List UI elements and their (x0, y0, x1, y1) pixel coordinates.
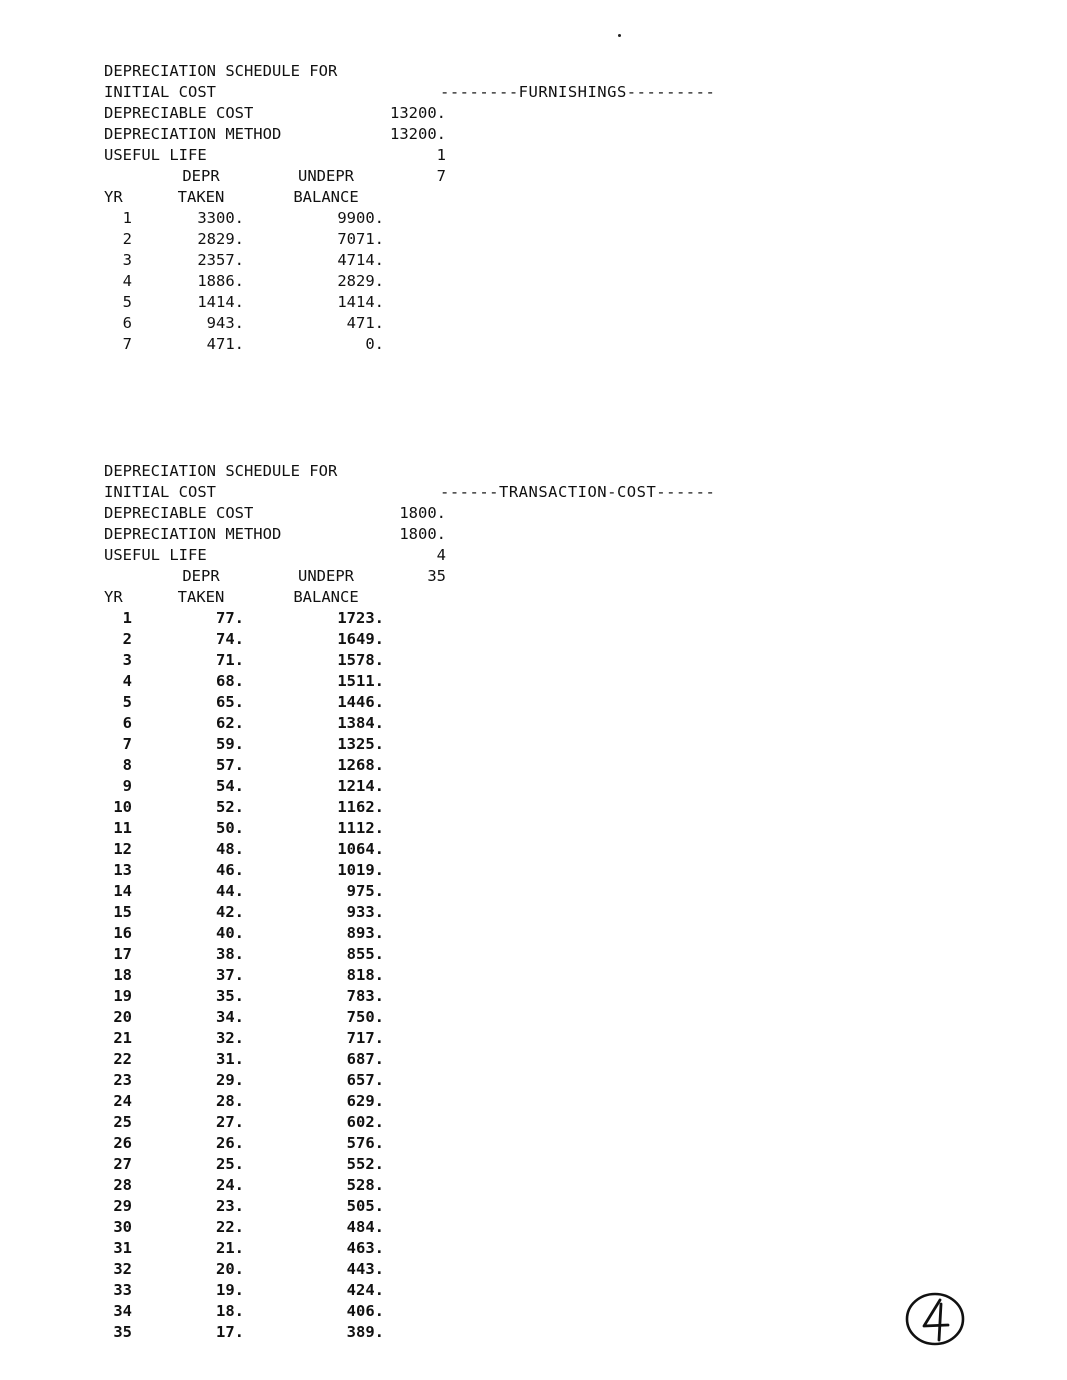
schedule-title-prefix: DEPRECIATION SCHEDULE FOR (104, 462, 338, 480)
undepr-balance-cell: 471. (346, 314, 384, 332)
undepr-balance-cell: 602. (346, 1113, 384, 1131)
depr-taken-cell: 38. (216, 945, 244, 963)
year-cell: 20 (113, 1008, 132, 1026)
year-cell: 33 (113, 1281, 132, 1299)
useful-life-value: 35 (427, 567, 446, 585)
depr-taken-cell: 44. (216, 882, 244, 900)
undepr-balance-cell: 1511. (337, 672, 384, 690)
taken-header: TAKEN (177, 588, 225, 606)
table-row (104, 944, 824, 965)
table-row (104, 965, 824, 986)
table-row (104, 1070, 824, 1091)
depr-taken-cell: 26. (216, 1134, 244, 1152)
undepr-balance-cell: 818. (346, 966, 384, 984)
year-cell: 21 (113, 1029, 132, 1047)
depr-taken-cell: 18. (216, 1302, 244, 1320)
depr-taken-cell: 2829. (197, 230, 244, 248)
depr-taken-cell: 48. (216, 840, 244, 858)
initial-cost-value: 1800. (399, 504, 446, 522)
depr-taken-cell: 74. (216, 630, 244, 648)
year-cell: 35 (113, 1323, 132, 1341)
year-cell: 5 (122, 693, 132, 711)
depr-taken-cell: 29. (216, 1071, 244, 1089)
depr-taken-cell: 471. (206, 335, 244, 353)
table-row (104, 713, 824, 734)
undepr-balance-cell: 855. (346, 945, 384, 963)
depreciation-method-label: DEPRECIATION METHOD (104, 525, 282, 543)
year-cell: 7 (122, 335, 132, 353)
undepr-balance-cell: 424. (346, 1281, 384, 1299)
yr-header: YR (104, 588, 123, 606)
table-row (104, 1322, 824, 1343)
depr-taken-cell: 37. (216, 966, 244, 984)
schedule-rows (104, 608, 824, 1343)
undepr-balance-cell: 1414. (337, 293, 384, 311)
table-row (104, 671, 824, 692)
year-cell: 19 (113, 987, 132, 1005)
undepr-balance-cell: 975. (346, 882, 384, 900)
depr-taken-cell: 57. (216, 756, 244, 774)
depr-taken-cell: 23. (216, 1197, 244, 1215)
schedule-asset-name: --------FURNISHINGS--------- (440, 83, 716, 101)
year-cell: 1 (122, 209, 132, 227)
undepr-balance-cell: 552. (346, 1155, 384, 1173)
year-cell: 10 (113, 798, 132, 816)
useful-life-label: USEFUL LIFE (104, 546, 207, 564)
undepr-balance-cell: 893. (346, 924, 384, 942)
undepr-header: UNDEPR (298, 167, 354, 185)
depr-taken-cell: 20. (216, 1260, 244, 1278)
year-cell: 4 (122, 672, 132, 690)
undepr-balance-cell: 1064. (337, 840, 384, 858)
depr-taken-cell: 1886. (197, 272, 244, 290)
depr-taken-cell: 59. (216, 735, 244, 753)
table-row (104, 1049, 824, 1070)
table-row (104, 208, 824, 229)
year-cell: 13 (113, 861, 132, 879)
table-row (104, 839, 824, 860)
year-cell: 9 (122, 777, 132, 795)
table-row (104, 1112, 824, 1133)
schedule-title-prefix: DEPRECIATION SCHEDULE FOR (104, 62, 338, 80)
undepr-balance-cell: 750. (346, 1008, 384, 1026)
year-cell: 12 (113, 840, 132, 858)
depr-taken-cell: 77. (216, 609, 244, 627)
circled-number-icon (904, 1290, 966, 1348)
speck-mark (618, 34, 621, 37)
table-header-top (104, 166, 824, 187)
undepr-balance-cell: 629. (346, 1092, 384, 1110)
table-row (104, 776, 824, 797)
year-cell: 28 (113, 1176, 132, 1194)
initial-cost-value: 13200. (390, 104, 446, 122)
depreciable-cost-label: DEPRECIABLE COST (104, 104, 254, 122)
depr-taken-cell: 62. (216, 714, 244, 732)
table-row (104, 334, 824, 355)
useful-life-label: USEFUL LIFE (104, 146, 207, 164)
depr-taken-cell: 22. (216, 1218, 244, 1236)
undepr-balance-cell: 1019. (337, 861, 384, 879)
year-cell: 3 (122, 251, 132, 269)
year-cell: 29 (113, 1197, 132, 1215)
undepr-balance-cell: 783. (346, 987, 384, 1005)
depr-taken-cell: 35. (216, 987, 244, 1005)
depr-taken-cell: 65. (216, 693, 244, 711)
table-header-top (104, 566, 824, 587)
year-cell: 17 (113, 945, 132, 963)
table-row (104, 692, 824, 713)
undepr-balance-cell: 1578. (337, 651, 384, 669)
depr-taken-cell: 17. (216, 1323, 244, 1341)
table-header-bottom (104, 587, 824, 608)
depr-taken-cell: 54. (216, 777, 244, 795)
table-row (104, 1175, 824, 1196)
depreciation-schedule-transaction-cost (104, 440, 824, 1343)
year-cell: 4 (122, 272, 132, 290)
year-cell: 34 (113, 1302, 132, 1320)
year-cell: 7 (122, 735, 132, 753)
undepr-balance-cell: 1325. (337, 735, 384, 753)
depr-taken-cell: 19. (216, 1281, 244, 1299)
depr-taken-cell: 27. (216, 1113, 244, 1131)
balance-header: BALANCE (293, 188, 359, 206)
undepr-balance-cell: 933. (346, 903, 384, 921)
undepr-balance-cell: 1112. (337, 819, 384, 837)
depr-taken-cell: 1414. (197, 293, 244, 311)
year-cell: 5 (122, 293, 132, 311)
table-row (104, 755, 824, 776)
undepr-balance-cell: 687. (346, 1050, 384, 1068)
table-row (104, 250, 824, 271)
undepr-balance-cell: 1723. (337, 609, 384, 627)
depr-taken-cell: 25. (216, 1155, 244, 1173)
year-cell: 27 (113, 1155, 132, 1173)
year-cell: 2 (122, 230, 132, 248)
depr-taken-cell: 21. (216, 1239, 244, 1257)
spacer (104, 545, 824, 566)
undepr-balance-cell: 484. (346, 1218, 384, 1236)
depr-taken-cell: 2357. (197, 251, 244, 269)
initial-cost-label: INITIAL COST (104, 83, 216, 101)
depreciable-cost-value: 1800. (399, 525, 446, 543)
table-row (104, 1028, 824, 1049)
undepr-balance-cell: 528. (346, 1176, 384, 1194)
schedule-rows (104, 208, 824, 355)
table-row (104, 797, 824, 818)
table-row (104, 1196, 824, 1217)
year-cell: 1 (122, 609, 132, 627)
year-cell: 15 (113, 903, 132, 921)
year-cell: 22 (113, 1050, 132, 1068)
table-row (104, 1301, 824, 1322)
undepr-balance-cell: 717. (346, 1029, 384, 1047)
year-cell: 18 (113, 966, 132, 984)
table-row (104, 1133, 824, 1154)
depr-taken-cell: 34. (216, 1008, 244, 1026)
year-cell: 6 (122, 714, 132, 732)
undepr-balance-cell: 1649. (337, 630, 384, 648)
depr-taken-cell: 46. (216, 861, 244, 879)
table-header-bottom (104, 187, 824, 208)
year-cell: 25 (113, 1113, 132, 1131)
year-cell: 24 (113, 1092, 132, 1110)
year-cell: 16 (113, 924, 132, 942)
depr-taken-cell: 50. (216, 819, 244, 837)
depreciable-cost-value: 13200. (390, 125, 446, 143)
undepr-balance-cell: 9900. (337, 209, 384, 227)
undepr-balance-cell: 2829. (337, 272, 384, 290)
table-row (104, 650, 824, 671)
year-cell: 26 (113, 1134, 132, 1152)
table-row (104, 734, 824, 755)
undepr-balance-cell: 505. (346, 1197, 384, 1215)
year-cell: 3 (122, 651, 132, 669)
schedule-asset-name: ------TRANSACTION-COST------ (440, 483, 716, 501)
depreciation-method-value: 1 (436, 146, 446, 164)
depr-taken-cell: 943. (206, 314, 244, 332)
year-cell: 30 (113, 1218, 132, 1236)
undepr-balance-cell: 576. (346, 1134, 384, 1152)
depr-taken-cell: 3300. (197, 209, 244, 227)
depr-taken-cell: 31. (216, 1050, 244, 1068)
depr-taken-cell: 24. (216, 1176, 244, 1194)
undepr-balance-cell: 1268. (337, 756, 384, 774)
depr-taken-cell: 52. (216, 798, 244, 816)
depr-taken-cell: 71. (216, 651, 244, 669)
undepr-balance-cell: 443. (346, 1260, 384, 1278)
table-row (104, 313, 824, 334)
table-row (104, 881, 824, 902)
undepr-balance-cell: 1214. (337, 777, 384, 795)
table-row (104, 1154, 824, 1175)
depreciation-schedule-furnishings (104, 40, 824, 355)
table-row (104, 1238, 824, 1259)
undepr-balance-cell: 1162. (337, 798, 384, 816)
balance-header: BALANCE (293, 588, 359, 606)
undepr-balance-cell: 4714. (337, 251, 384, 269)
table-row (104, 986, 824, 1007)
undepr-balance-cell: 7071. (337, 230, 384, 248)
table-row (104, 608, 824, 629)
table-row (104, 1259, 824, 1280)
depr-taken-cell: 42. (216, 903, 244, 921)
undepr-balance-cell: 1384. (337, 714, 384, 732)
useful-life-value: 7 (436, 167, 446, 185)
table-row (104, 229, 824, 250)
table-row (104, 271, 824, 292)
year-cell: 14 (113, 882, 132, 900)
undepr-balance-cell: 463. (346, 1239, 384, 1257)
table-row (104, 818, 824, 839)
table-row (104, 923, 824, 944)
table-row (104, 1280, 824, 1301)
table-row (104, 902, 824, 923)
depr-taken-cell: 68. (216, 672, 244, 690)
year-cell: 32 (113, 1260, 132, 1278)
table-row (104, 629, 824, 650)
depr-header: DEPR (182, 167, 220, 185)
table-row (104, 860, 824, 881)
undepr-balance-cell: 389. (346, 1323, 384, 1341)
depreciation-method-value: 4 (436, 546, 446, 564)
year-cell: 6 (122, 314, 132, 332)
table-row (104, 292, 824, 313)
table-row (104, 1217, 824, 1238)
year-cell: 8 (122, 756, 132, 774)
depr-taken-cell: 40. (216, 924, 244, 942)
yr-header: YR (104, 188, 123, 206)
depr-header: DEPR (182, 567, 220, 585)
table-row (104, 1007, 824, 1028)
table-row (104, 1091, 824, 1112)
year-cell: 11 (113, 819, 132, 837)
undepr-balance-cell: 1446. (337, 693, 384, 711)
undepr-balance-cell: 0. (365, 335, 384, 353)
depreciation-method-label: DEPRECIATION METHOD (104, 125, 282, 143)
depr-taken-cell: 28. (216, 1092, 244, 1110)
year-cell: 2 (122, 630, 132, 648)
undepr-balance-cell: 406. (346, 1302, 384, 1320)
depreciable-cost-label: DEPRECIABLE COST (104, 504, 254, 522)
initial-cost-label: INITIAL COST (104, 483, 216, 501)
taken-header: TAKEN (177, 188, 225, 206)
year-cell: 31 (113, 1239, 132, 1257)
undepr-header: UNDEPR (298, 567, 354, 585)
depr-taken-cell: 32. (216, 1029, 244, 1047)
spacer (104, 145, 824, 166)
undepr-balance-cell: 657. (346, 1071, 384, 1089)
year-cell: 23 (113, 1071, 132, 1089)
